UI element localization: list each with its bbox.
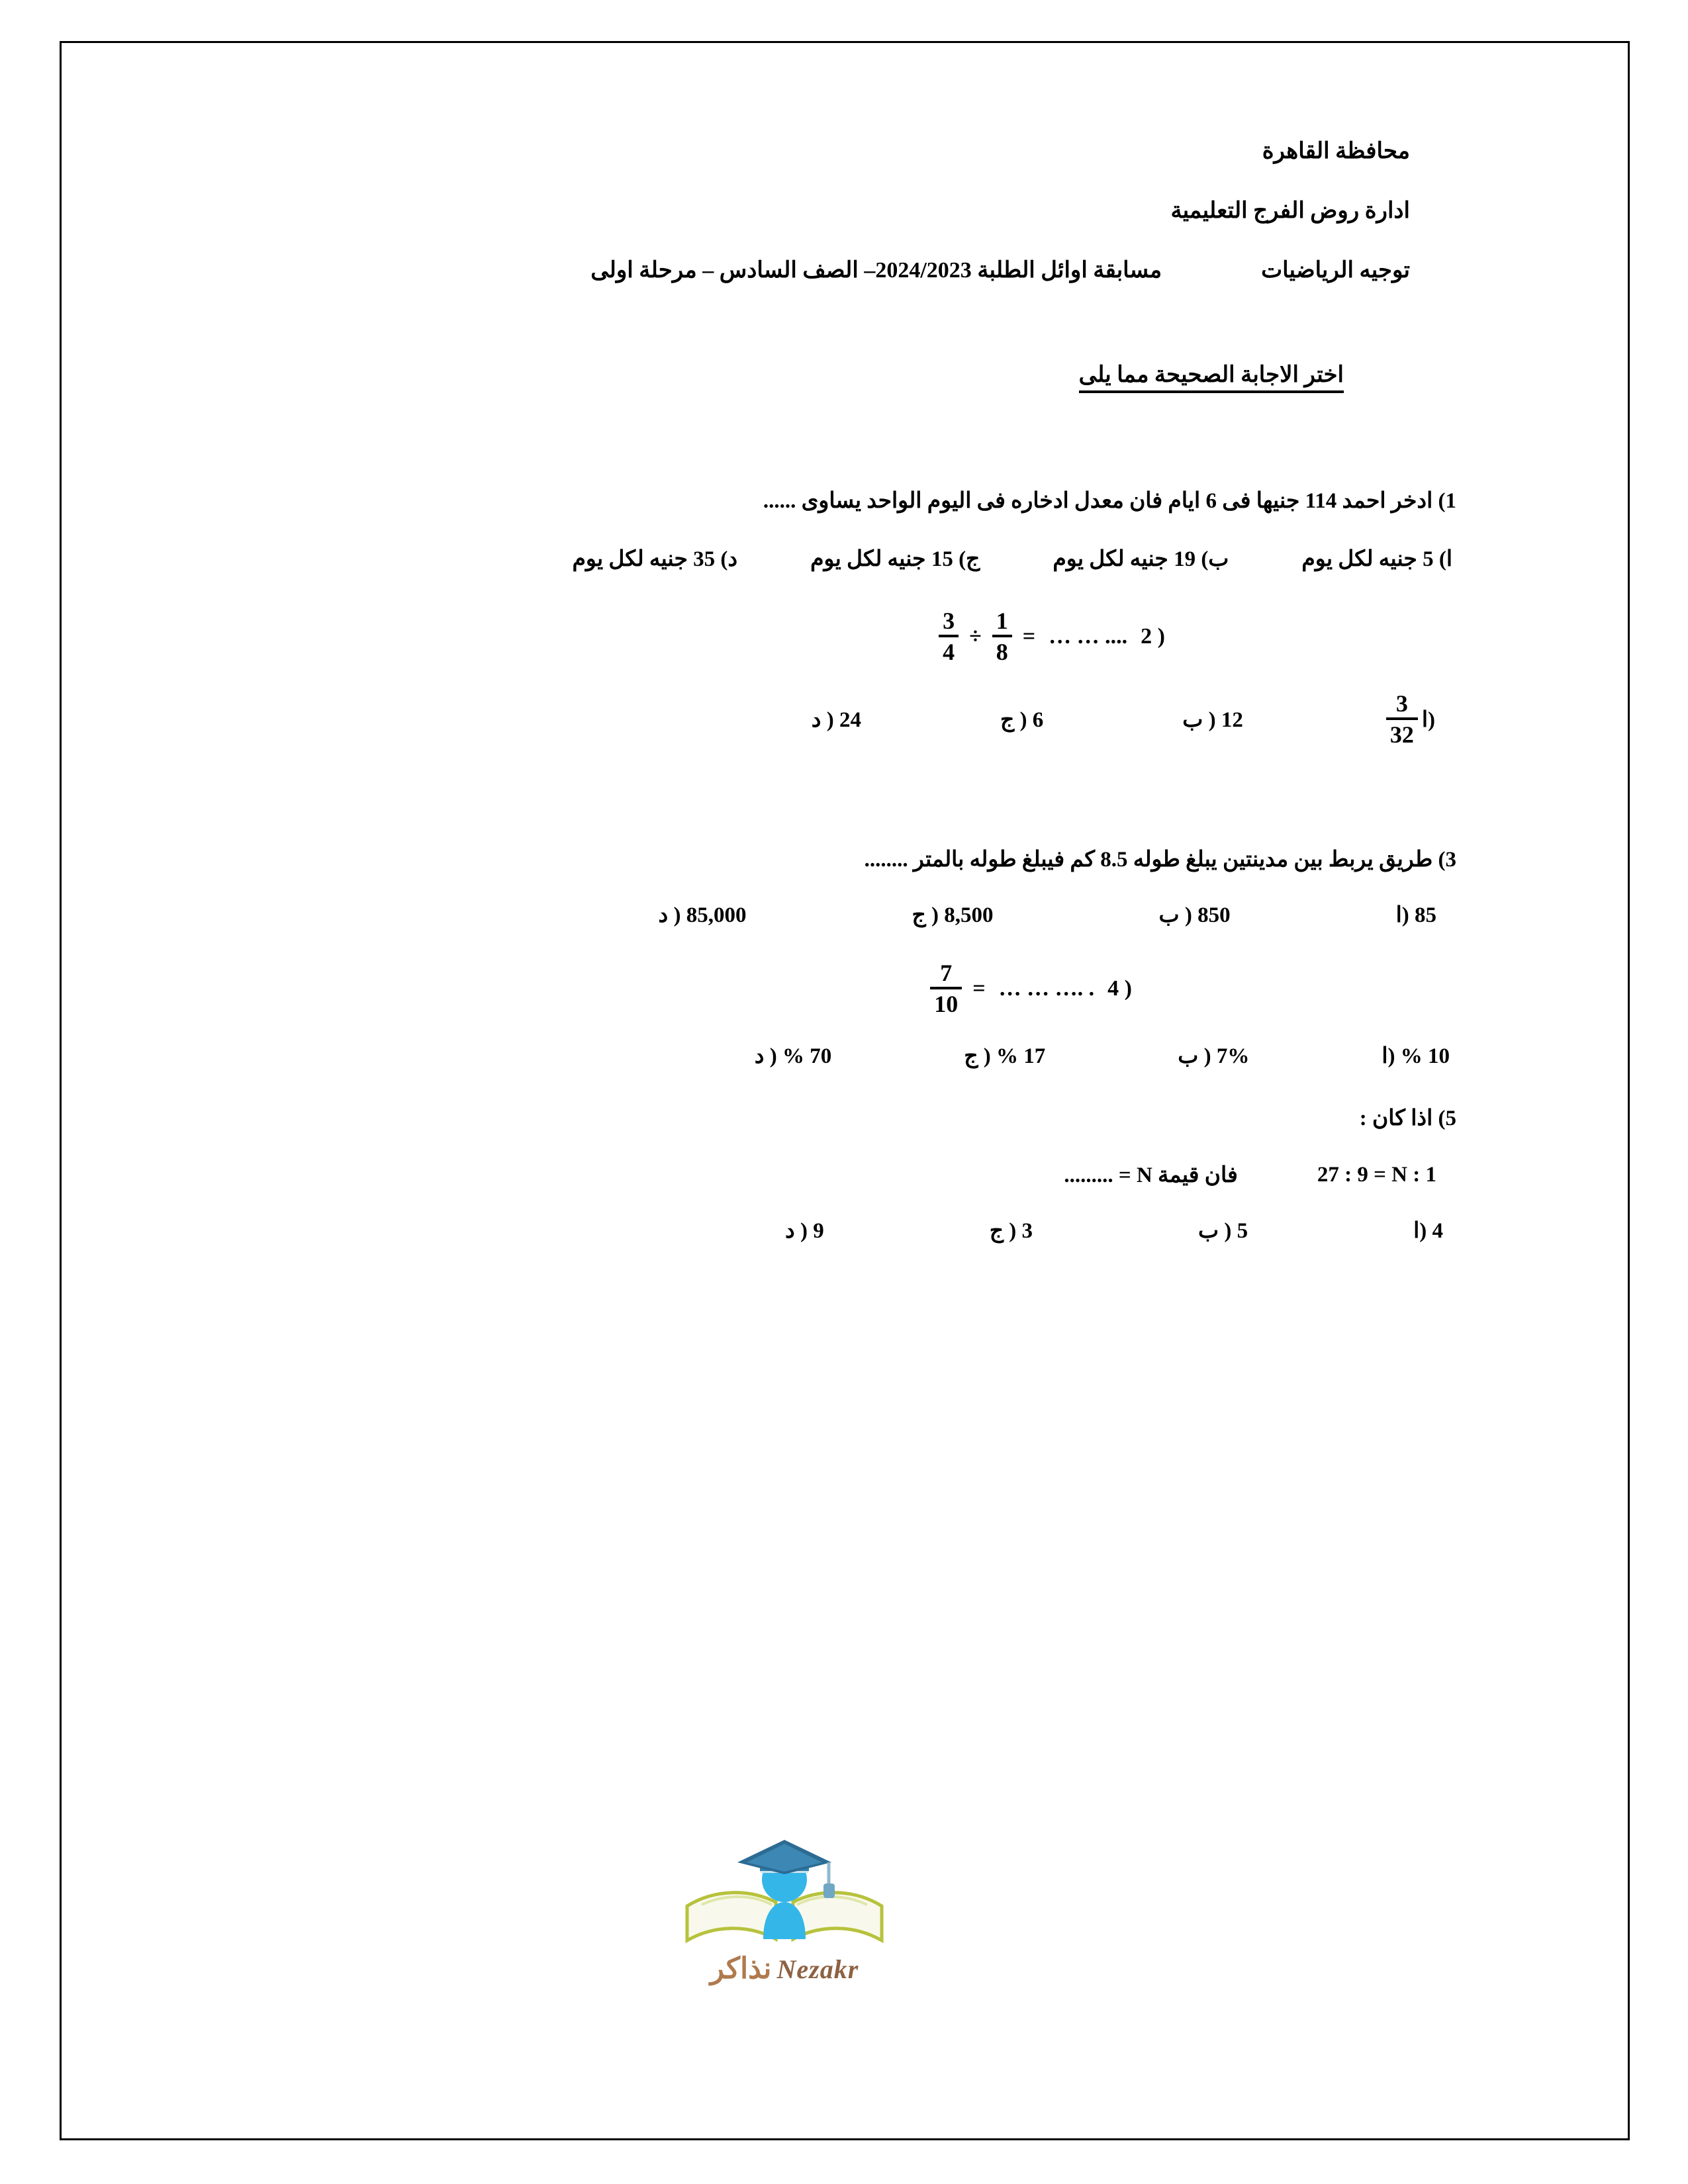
option-label: ( ب	[1158, 903, 1192, 927]
option-value: 24	[839, 707, 861, 732]
question-2-option-b[interactable]	[1182, 706, 1243, 733]
question-3	[113, 846, 1456, 928]
option-label: ( ج	[1000, 707, 1027, 732]
question-3-number: 3)	[1438, 848, 1456, 872]
option-label: ( د	[658, 903, 681, 927]
question-1	[113, 487, 1456, 572]
option-label: (ا	[1395, 903, 1409, 927]
option-value: 9	[813, 1219, 824, 1243]
question-4-number: ( 4	[1107, 976, 1132, 1001]
option-label: ب)	[1201, 547, 1229, 571]
option-label: ( ج	[912, 903, 939, 927]
question-4-option-a[interactable]	[1382, 1042, 1450, 1069]
option-value: 5 جنيه لكل يوم	[1301, 547, 1434, 571]
numerator: 3	[943, 608, 955, 634]
option-value: 10 %	[1400, 1044, 1450, 1068]
question-1-text	[113, 487, 1456, 514]
question-1-option-c[interactable]	[810, 545, 980, 572]
question-1-options	[113, 545, 1456, 572]
header-directorate: ادارة روض الفرج التعليمية	[1170, 199, 1410, 223]
option-value: 85,000	[686, 903, 747, 927]
question-3-option-b[interactable]	[1159, 901, 1231, 928]
header-contest: مسابقة اوائل الطلبة 2024/2023– الصف السادس – مرحلة اولى	[590, 258, 1162, 283]
option-value: 850	[1197, 903, 1231, 927]
numerator: 1	[996, 608, 1008, 634]
question-5-ratio-prompt: فان قيمة N = .........	[1064, 1163, 1238, 1187]
question-1-option-d[interactable]	[572, 545, 737, 572]
question-3-option-c[interactable]	[912, 901, 993, 928]
question-4-option-d[interactable]	[755, 1042, 831, 1069]
question-5-option-b[interactable]	[1198, 1217, 1248, 1244]
option-value: 15 جنيه لكل يوم	[810, 547, 953, 571]
brand-latin: Nezakr	[776, 1954, 859, 1984]
question-2-operator: ÷	[969, 623, 982, 649]
question-2-fraction-right	[992, 609, 1012, 664]
denominator: 32	[1386, 717, 1418, 747]
option-value: 4	[1432, 1219, 1443, 1243]
question-2-blank: … … ....	[1049, 623, 1128, 649]
question-2-option-c[interactable]	[1000, 706, 1043, 733]
option-value: 3	[1021, 1219, 1033, 1243]
question-1-option-a[interactable]	[1301, 545, 1452, 572]
question-5-body: اذا كان :	[1359, 1107, 1433, 1130]
footer-branding	[113, 1828, 1456, 1985]
option-label: ا)	[1438, 547, 1452, 571]
question-3-body: طريق يربط بين مدينتين يبلغ طوله 8.5 كم فيبلغ طوله بالمتر ........	[864, 848, 1433, 872]
instruction-text: اختر الاجابة الصحيحة مما يلى	[1079, 363, 1344, 393]
question-2	[113, 609, 1456, 747]
option-value: 5	[1237, 1219, 1248, 1243]
question-4-equals: =	[972, 976, 986, 1001]
question-5	[113, 1105, 1456, 1244]
option-label: (ا	[1421, 707, 1435, 732]
question-2-options	[113, 692, 1456, 747]
question-5-text	[113, 1105, 1456, 1131]
option-value: 17 %	[996, 1044, 1046, 1068]
question-4-option-b[interactable]	[1178, 1042, 1249, 1069]
question-3-options	[113, 901, 1456, 928]
option-fraction	[1386, 692, 1418, 747]
option-value: 19 جنيه لكل يوم	[1053, 547, 1196, 571]
question-5-options	[113, 1217, 1456, 1244]
option-label: ( ب	[1198, 1219, 1232, 1243]
question-5-ratio: 27 : 9 = N : 1	[1317, 1162, 1436, 1187]
instruction-line	[113, 361, 1456, 388]
question-5-option-d[interactable]	[785, 1217, 824, 1244]
document-header	[113, 140, 1456, 282]
header-governorate: محافظة القاهرة	[1262, 139, 1410, 163]
option-label: (ا	[1382, 1044, 1395, 1068]
option-label: ( ج	[989, 1219, 1017, 1243]
header-subject-row	[113, 259, 1410, 282]
question-1-body: ادخر احمد 114 جنيها فى 6 ايام فان معدل ادخاره فى اليوم الواحد يساوى ......	[763, 489, 1433, 513]
option-value: 8,500	[944, 903, 994, 927]
page-content	[113, 106, 1456, 2025]
option-value: 70 %	[782, 1044, 832, 1068]
question-5-option-c[interactable]	[990, 1217, 1033, 1244]
question-2-number: ( 2	[1141, 623, 1165, 649]
question-5-ratio-line	[113, 1161, 1456, 1188]
question-5-option-a[interactable]	[1413, 1217, 1443, 1244]
option-value: 6	[1032, 707, 1044, 732]
question-2-equals: =	[1022, 623, 1036, 649]
question-1-number: 1)	[1438, 489, 1456, 513]
option-label: د)	[720, 547, 738, 571]
question-4-options	[113, 1042, 1456, 1069]
denominator: 4	[939, 635, 959, 664]
brand-arabic: نذاكر	[710, 1952, 772, 1985]
question-4-fraction	[930, 961, 962, 1016]
option-label: ( د	[754, 1044, 777, 1068]
option-value: 85	[1415, 903, 1436, 927]
question-4-expression	[113, 961, 1139, 1016]
header-subject: توجيه الرياضيات	[1261, 258, 1410, 283]
option-label: ( ج	[964, 1044, 991, 1068]
question-2-option-a[interactable]	[1382, 692, 1443, 747]
question-1-option-b[interactable]	[1053, 545, 1229, 572]
question-3-text	[113, 846, 1456, 872]
option-label: (ا	[1413, 1219, 1427, 1243]
brand-wordmark	[710, 1952, 859, 1985]
denominator: 10	[930, 987, 962, 1016]
option-label: ( د	[811, 707, 834, 732]
option-label: ( ب	[1178, 1044, 1211, 1068]
question-3-option-a[interactable]	[1396, 901, 1436, 928]
numerator: 7	[940, 960, 953, 986]
graduate-book-logo-icon	[675, 1828, 894, 1950]
question-3-option-d[interactable]	[659, 901, 747, 928]
question-5-number: 5)	[1438, 1107, 1456, 1130]
question-4	[113, 961, 1456, 1069]
denominator: 8	[992, 635, 1012, 664]
numerator: 3	[1395, 690, 1408, 717]
question-4-option-c[interactable]	[964, 1042, 1045, 1069]
option-label: ( ب	[1182, 707, 1216, 732]
option-value: 12	[1221, 707, 1243, 732]
option-label: ( د	[785, 1219, 808, 1243]
question-2-expression	[113, 609, 1172, 664]
option-value: 7%	[1216, 1044, 1250, 1068]
question-2-option-d[interactable]	[812, 706, 861, 733]
option-label: ج)	[959, 547, 980, 571]
option-value: 35 جنيه لكل يوم	[572, 547, 716, 571]
question-4-blank: … … …. .	[998, 976, 1095, 1001]
question-2-fraction-left	[939, 609, 959, 664]
